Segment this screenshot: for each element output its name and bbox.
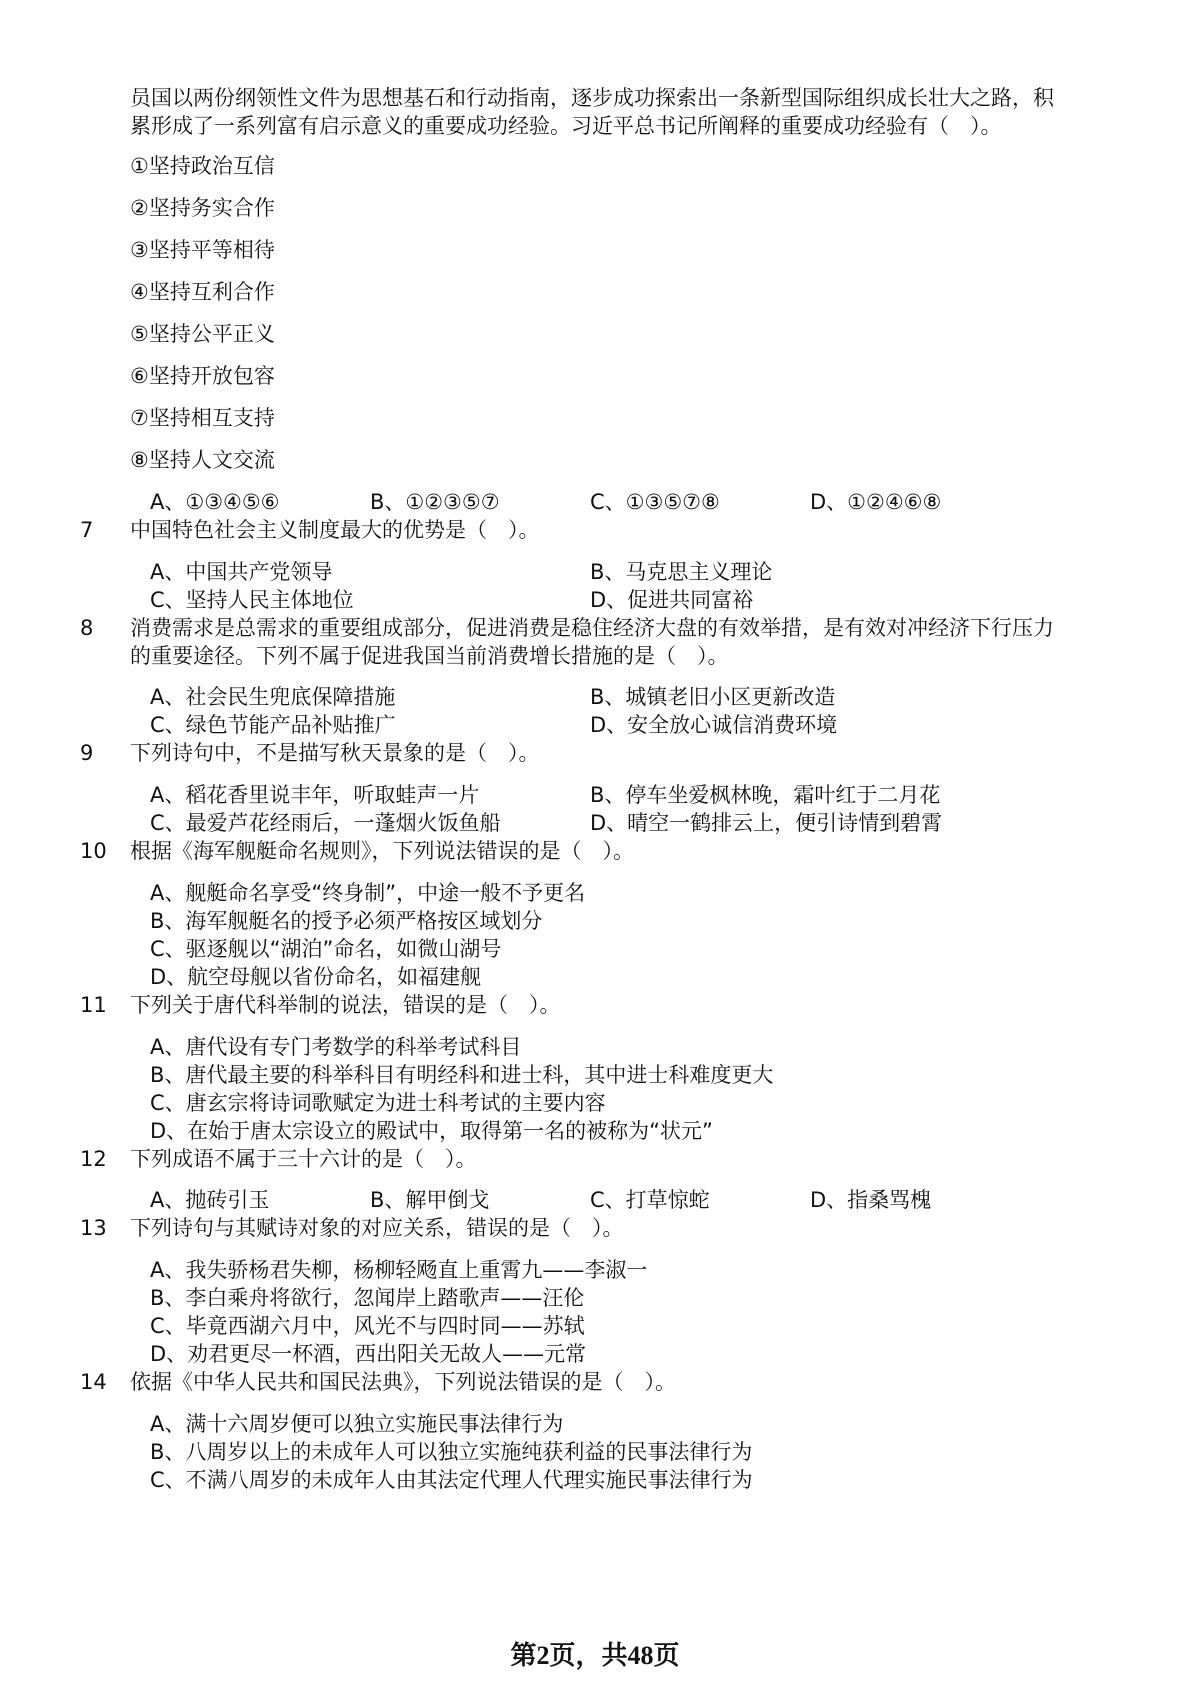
option-d: D、晴空一鹤排云上，便引诗情到碧霄 (590, 811, 943, 835)
option-c: C、最爱芦花经雨后，一蓬烟火饭鱼船 (150, 811, 501, 835)
option-c: C、驱逐舰以“湖泊”命名，如微山湖号 (150, 937, 502, 961)
option-d: D、劝君更尽一杯酒，西出阳关无故人——元常 (150, 1342, 587, 1366)
option-b: B、八周岁以上的未成年人可以独立实施纯获利益的民事法律行为 (150, 1440, 753, 1464)
question-number: 8 (80, 616, 94, 640)
option-c: C、打草惊蛇 (590, 1188, 710, 1212)
intro-line-2: 累形成了一系列富有启示意义的重要成功经验。习近平总书记所阐释的重要成功经验有（ ）。 (130, 114, 1002, 138)
question-number: 14 (80, 1370, 107, 1394)
option-b: B、李白乘舟将欲行，忽闻岸上踏歌声——汪伦 (150, 1286, 585, 1310)
intro-item-6: ⑥坚持开放包容 (130, 364, 275, 388)
option-c: C、绿色节能产品补贴推广 (150, 713, 396, 737)
option-c: C、毕竟西湖六月中，风光不与四时同——苏轼 (150, 1314, 585, 1338)
option-a: A、唐代设有专门考数学的科举考试科目 (150, 1035, 522, 1059)
option-c: C、不满八周岁的未成年人由其法定代理人代理实施民事法律行为 (150, 1468, 753, 1492)
question-stem: 依据《中华人民共和国民法典》，下列说法错误的是（ ）。 (130, 1370, 676, 1394)
option-a: A、舰艇命名享受“终身制”，中途一般不予更名 (150, 881, 586, 905)
option-b: B、马克思主义理论 (590, 560, 773, 584)
question-stem: 消费需求是总需求的重要组成部分，促进消费是稳住经济大盘的有效举措，是有效对冲经济下行压力 (130, 616, 1054, 640)
intro-item-8: ⑧坚持人文交流 (130, 448, 275, 472)
option-d: D、促进共同富裕 (590, 588, 754, 612)
intro-item-7: ⑦坚持相互支持 (130, 406, 275, 430)
intro-item-1: ①坚持政治互信 (130, 154, 275, 178)
option-c: C、坚持人民主体地位 (150, 588, 354, 612)
intro-item-3: ③坚持平等相待 (130, 238, 275, 262)
option-b: B、停车坐爱枫林晚，霜叶红于二月花 (590, 783, 941, 807)
intro-item-5: ⑤坚持公平正义 (130, 322, 275, 346)
question-stem: 下列诗句中，不是描写秋天景象的是（ ）。 (130, 741, 540, 765)
option-a: A、满十六周岁便可以独立实施民事法律行为 (150, 1412, 564, 1436)
question-number: 7 (80, 518, 94, 542)
page-number-footer: 第2页，共48页 (510, 1641, 680, 1670)
question-number: 9 (80, 741, 94, 765)
question-number: 12 (80, 1147, 107, 1171)
question-stem: 下列关于唐代科举制的说法，错误的是（ ）。 (130, 993, 561, 1017)
option-d: D、安全放心诚信消费环境 (590, 713, 838, 737)
option-b: B、解甲倒戈 (370, 1188, 490, 1212)
option-b: B、城镇老旧小区更新改造 (590, 685, 836, 709)
intro-item-2: ②坚持务实合作 (130, 196, 275, 220)
intro-option-b: B、①②③⑤⑦ (370, 490, 500, 514)
intro-option-a: A、①③④⑤⑥ (150, 490, 280, 514)
question-number: 10 (80, 839, 107, 863)
option-a: A、中国共产党领导 (150, 560, 333, 584)
intro-line-1: 员国以两份纲领性文件为思想基石和行动指南，逐步成功探索出一条新型国际组织成长壮大之路，积 (130, 86, 1054, 110)
question-number: 13 (80, 1216, 107, 1240)
option-d: D、在始于唐太宗设立的殿试中，取得第一名的被称为“状元” (150, 1119, 713, 1143)
question-stem: 中国特色社会主义制度最大的优势是（ ）。 (130, 518, 540, 542)
option-d: D、指桑骂槐 (810, 1188, 932, 1212)
option-b: B、唐代最主要的科举科目有明经科和进士科，其中进士科难度更大 (150, 1063, 774, 1087)
option-c: C、唐玄宗将诗词歌赋定为进士科考试的主要内容 (150, 1091, 606, 1115)
question-stem: 下列成语不属于三十六计的是（ ）。 (130, 1147, 477, 1171)
option-b: B、海军舰艇名的授予必须严格按区域划分 (150, 909, 543, 933)
question-stem: 下列诗句与其赋诗对象的对应关系，错误的是（ ）。 (130, 1216, 624, 1240)
intro-item-4: ④坚持互利合作 (130, 280, 275, 304)
intro-option-c: C、①③⑤⑦⑧ (590, 490, 720, 514)
option-a: A、社会民生兜底保障措施 (150, 685, 396, 709)
option-d: D、航空母舰以省份命名，如福建舰 (150, 965, 482, 989)
question-number: 11 (80, 993, 107, 1017)
option-a: A、抛砖引玉 (150, 1188, 270, 1212)
question-stem-cont: 的重要途径。下列不属于促进我国当前消费增长措施的是（ ）。 (130, 644, 729, 668)
option-a: A、我失骄杨君失柳，杨柳轻飏直上重霄九——李淑一 (150, 1258, 648, 1282)
question-stem: 根据《海军舰艇命名规则》，下列说法错误的是（ ）。 (130, 839, 634, 863)
option-a: A、稻花香里说丰年，听取蛙声一片 (150, 783, 480, 807)
intro-option-d: D、①②④⑥⑧ (810, 490, 942, 514)
